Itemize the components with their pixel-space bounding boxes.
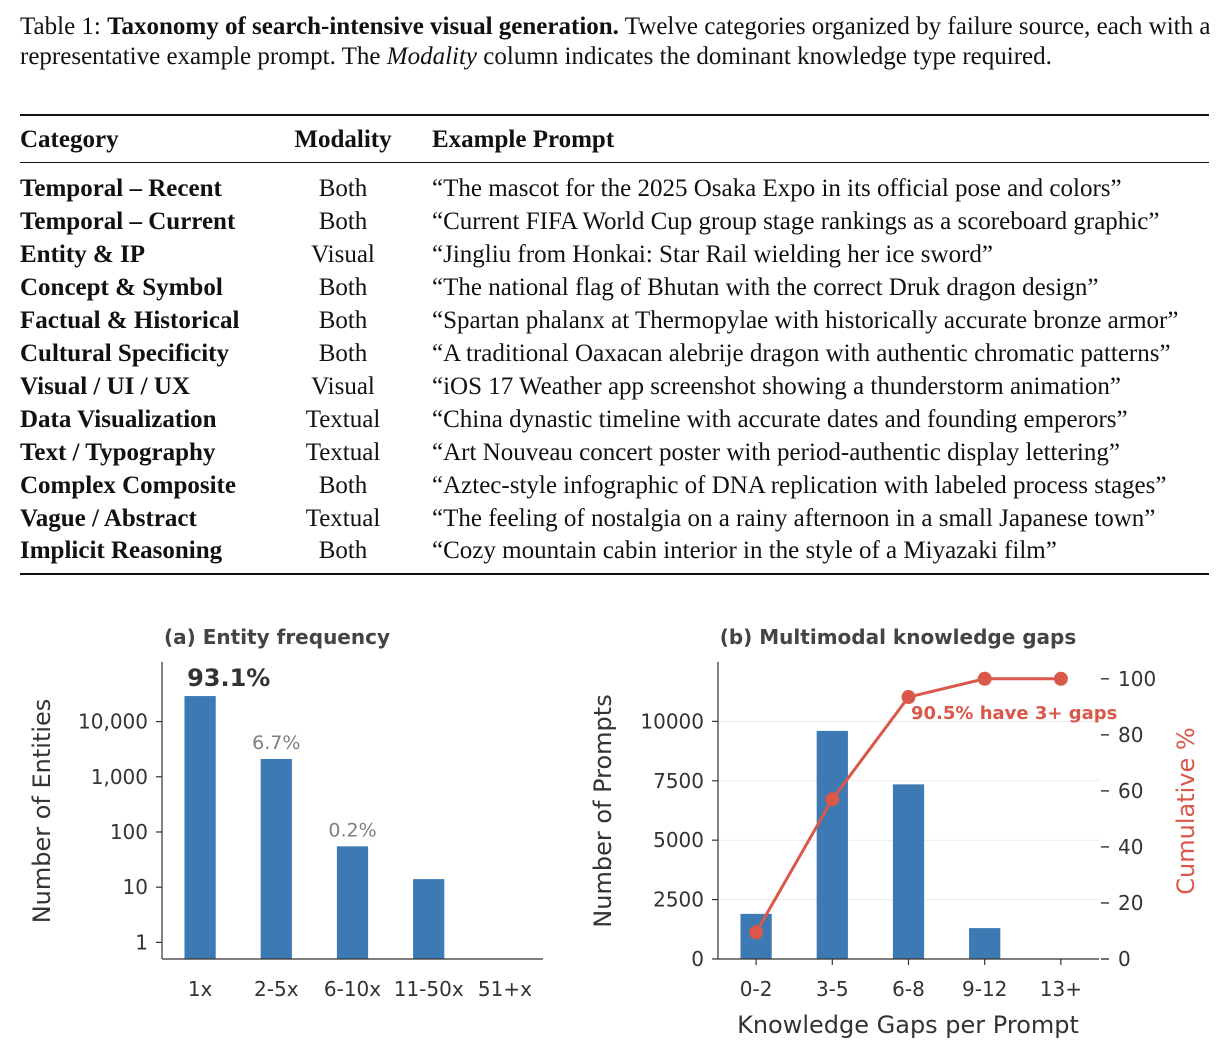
row-category: Temporal – Recent [20, 175, 222, 202]
row-modality: Both [318, 472, 368, 499]
chart-a-x-tick-label: 51+x [477, 977, 532, 1001]
row-modality: Both [318, 175, 368, 202]
row-example: “Aztec-style infographic of DNA replication with labeled process stages” [432, 472, 1167, 499]
row-example: “Art Nouveau concert poster with period-authentic display lettering” [432, 439, 1120, 466]
chart-b-secondary-y-axis-label: Cumulative % [1172, 727, 1200, 895]
chart-b-y-tick-label: 10000 [640, 709, 704, 734]
table-row [20, 271, 1212, 304]
chart-b-y-tick-label: 7500 [653, 768, 704, 793]
chart-a-bar-annotation: 0.2% [328, 819, 377, 842]
row-example: “China dynastic timeline with accurate dates and founding emperors” [432, 406, 1128, 433]
chart-b-bar [969, 928, 1000, 959]
table-row [20, 469, 1212, 502]
row-category: Vague / Abstract [20, 505, 197, 532]
header-example: Example Prompt [432, 126, 615, 153]
chart-a-x-tick-label: 6-10x [323, 977, 382, 1001]
row-category: Entity & IP [20, 241, 145, 268]
row-example: “iOS 17 Weather app screenshot showing a thunderstorm animation” [432, 373, 1122, 400]
chart-b-y-axis-label: Number of Prompts [589, 694, 617, 928]
table-row [20, 403, 1212, 436]
table-row [20, 337, 1212, 370]
chart-b-x-tick-label: 0-2 [739, 977, 773, 1001]
row-modality: Textual [305, 505, 381, 532]
row-modality: Both [318, 537, 368, 564]
chart-a-bar [184, 696, 215, 959]
row-example: “The feeling of nostalgia on a rainy afternoon in a small Japanese town” [432, 505, 1156, 532]
chart-b-x-axis-label: Knowledge Gaps per Prompt [737, 1011, 1079, 1039]
row-example: “Spartan phalanx at Thermopylae with historically accurate bronze armor” [432, 307, 1179, 334]
chart-a-y-tick-label: 100 [109, 819, 148, 844]
chart-b-bar [893, 784, 924, 959]
row-category: Factual & Historical [20, 307, 240, 334]
chart-b-y2-tick-label: 60 [1118, 778, 1144, 803]
chart-b-annotation: 90.5% have 3+ gaps [911, 703, 1118, 724]
row-modality: Both [318, 208, 368, 235]
row-modality: Both [318, 307, 368, 334]
table-row [20, 238, 1212, 271]
table-caption [20, 12, 1212, 72]
chart-b-y2-tick-label: 80 [1118, 722, 1144, 747]
chart-a-bar-annotation: 6.7% [252, 731, 301, 754]
row-category: Data Visualization [20, 406, 217, 433]
row-modality: Visual [311, 241, 375, 268]
chart-b-x-tick-label: 3-5 [815, 977, 849, 1001]
chart-b-cumulative-point [1054, 672, 1068, 686]
table-row [20, 502, 1212, 535]
chart-b-y2-tick-label: 20 [1118, 890, 1144, 915]
row-category: Text / Typography [20, 439, 216, 466]
table-row [20, 534, 1212, 567]
chart-b-y-tick-label: 5000 [653, 828, 704, 853]
table-row [20, 304, 1212, 337]
row-modality: Textual [305, 439, 381, 466]
caption-text-end: column indicates the dominant knowledge type required. [483, 43, 1052, 70]
row-example: “The mascot for the 2025 Osaka Expo in its official pose and colors” [432, 175, 1122, 202]
row-modality: Textual [305, 406, 381, 433]
chart-b-y2-tick-label: 100 [1118, 666, 1157, 691]
row-example: “A traditional Oaxacan alebrije dragon with authentic chromatic patterns” [432, 340, 1171, 367]
row-category: Implicit Reasoning [20, 537, 223, 564]
chart-a-title: (a) Entity frequency [164, 625, 390, 649]
figures-panel [0, 598, 1230, 1058]
caption-italic: Modality [386, 43, 478, 70]
caption-label: Table 1: [20, 13, 101, 40]
bottom-rule [20, 573, 1209, 575]
top-rule [20, 114, 1209, 116]
chart-a-x-tick-label: 11-50x [393, 977, 464, 1001]
chart-b-y2-tick-label: 0 [1118, 947, 1131, 971]
chart-b-cumulative-point [825, 792, 839, 806]
chart-b-y2-tick-label: 40 [1118, 834, 1144, 859]
knowledge-gaps-chart [589, 625, 1200, 1039]
chart-b-x-tick-label: 6-8 [892, 977, 925, 1001]
chart-b-cumulative-point [978, 672, 992, 686]
chart-a-bar [337, 846, 368, 959]
caption-text: Twelve categories organized by failure source, each with a representative example prompt. The [20, 13, 1211, 70]
chart-a-y-tick-label: 1,000 [90, 764, 148, 789]
chart-b-cumulative-point [902, 690, 916, 704]
row-modality: Visual [311, 373, 375, 400]
row-category: Temporal – Current [20, 208, 236, 235]
row-example: “Jingliu from Honkai: Star Rail wielding her ice sword” [432, 241, 993, 268]
chart-a-bar [261, 759, 292, 959]
row-category: Concept & Symbol [20, 274, 223, 301]
chart-a-x-tick-label: 1x [187, 977, 213, 1001]
chart-a-y-axis-label: Number of Entities [28, 698, 56, 924]
row-example: “Cozy mountain cabin interior in the style of a Miyazaki film” [432, 537, 1057, 564]
chart-b-bar [817, 731, 848, 959]
table-header [20, 123, 1212, 156]
chart-b-y-tick-label: 2500 [653, 887, 704, 912]
caption-title: Taxonomy of search-intensive visual generation. [107, 13, 619, 40]
table-row [20, 205, 1212, 238]
chart-a-y-tick-label: 10 [122, 875, 148, 900]
row-category: Complex Composite [20, 472, 236, 499]
table-row [20, 172, 1212, 205]
chart-a-y-tick-label: 1 [135, 930, 148, 955]
chart-a-bar-annotation: 93.1% [187, 664, 271, 693]
row-category: Visual / UI / UX [20, 373, 190, 400]
chart-b-title: (b) Multimodal knowledge gaps [719, 625, 1077, 649]
mid-rule [20, 162, 1209, 163]
table-row [20, 436, 1212, 469]
header-modality: Modality [294, 126, 392, 153]
row-category: Cultural Specificity [20, 340, 230, 367]
row-modality: Both [318, 340, 368, 367]
table-row [20, 370, 1212, 403]
chart-b-x-tick-label: 9-12 [962, 977, 1008, 1001]
chart-a-y-tick-label: 10,000 [78, 709, 148, 734]
entity-frequency-chart [28, 625, 543, 1001]
chart-b-cumulative-point [749, 925, 763, 939]
chart-a-x-tick-label: 2-5x [254, 977, 299, 1001]
chart-a-bar [413, 879, 444, 959]
row-example: “The national flag of Bhutan with the correct Druk dragon design” [432, 274, 1099, 301]
row-example: “Current FIFA World Cup group stage rankings as a scoreboard graphic” [432, 208, 1160, 235]
header-category: Category [20, 126, 119, 153]
chart-b-x-tick-label: 13+ [1039, 977, 1083, 1001]
chart-b-y-tick-label: 0 [691, 947, 704, 971]
row-modality: Both [318, 274, 368, 301]
